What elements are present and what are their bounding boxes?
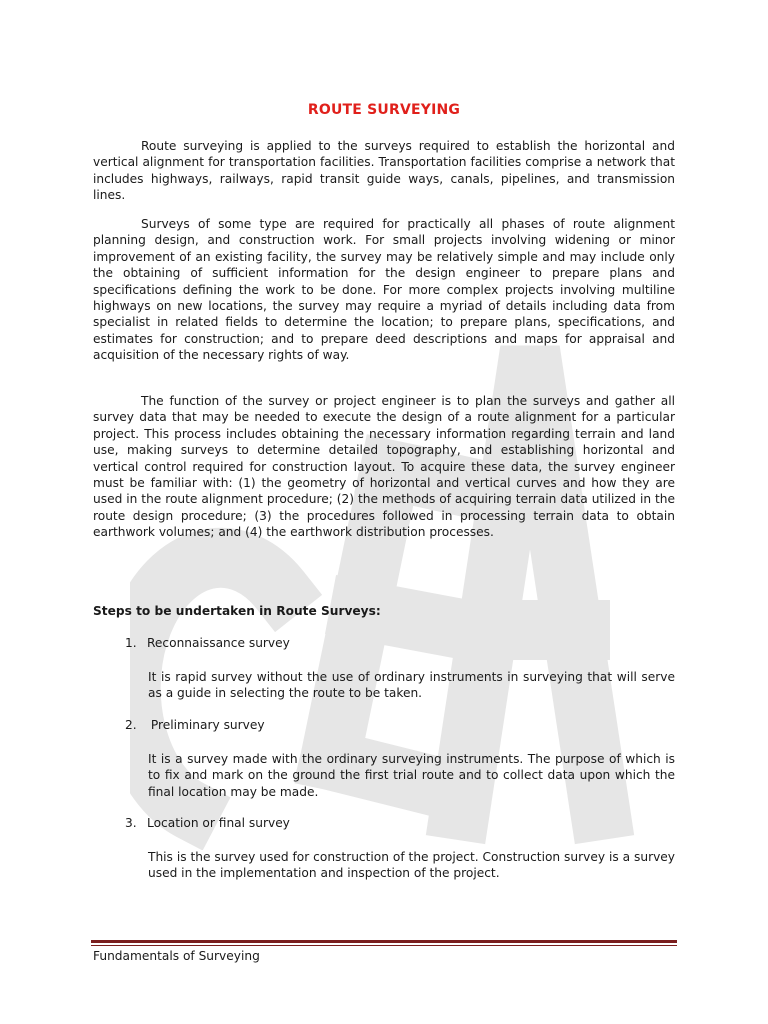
step-item (125, 636, 290, 650)
step-name: Location or final survey (147, 816, 290, 830)
step-number: 3. (125, 816, 137, 830)
step-name: Preliminary survey (147, 718, 265, 732)
footer-rule (91, 940, 677, 943)
step-number: 1. (125, 636, 137, 650)
step-description: It is rapid survey without the use of ordinary instruments in surveying that will serve as a guide in selecting the route to be taken. (148, 670, 675, 701)
function-paragraph: The function of the survey or project engineer is to plan the surveys and gather all survey data that may be needed to execute the design of a route alignment for a particular project. This process includes obtaining the necessary information regarding terrain and land use, making surveys to determine detailed topography, and establishing horizontal and vertical control required for construction layout. To acquire these data, the survey engineer must be familiar with: (1) the geometry of horizontal and vertical curves and how they are used in the route alignment procedure; (2) the methods of acquiring terrain data utilized in the route design procedure; (3) the procedures followed in processing terrain data to obtain earthwork volumes; and (4) the earthwork distribution processes. (93, 394, 675, 540)
steps-heading: Steps to be undertaken in Route Surveys: (93, 604, 381, 618)
step-description: It is a survey made with the ordinary surveying instruments. The purpose of which is to fix and mark on the ground the first trial route and to collect data upon which the final location may be made. (148, 752, 675, 799)
step-description: This is the survey used for construction of the project. Construction survey is a survey used in the implementation and inspection of the project. (148, 850, 675, 881)
surveys-paragraph: Surveys of some type are required for practically all phases of route alignment planning design, and construction work. For small projects involving widening or minor improvement of an existing facility, the survey may be relatively simple and may include only the obtaining of sufficient information for the design engineer to prepare plans and specifications defining the work to be done. For more complex projects involving multiline highways on new locations, the survey may require a myriad of details including data from specialist in related fields to determine the location; to prepare plans, specifications, and estimates for construction; and to prepare deed descriptions and maps for appraisal and acquisition of the necessary rights of way. (93, 217, 675, 363)
intro-paragraph: Route surveying is applied to the surveys required to establish the horizontal and vertical alignment for transportation facilities. Transportation facilities comprise a network that includes highways, railways, rapid transit guide ways, canals, pipelines, and transmission lines. (93, 139, 675, 203)
step-number: 2. (125, 718, 137, 732)
step-item (125, 816, 290, 830)
step-name: Reconnaissance survey (147, 636, 290, 650)
footer-text: Fundamentals of Surveying (93, 949, 260, 963)
footer-rule-thin (91, 945, 677, 946)
step-item (125, 718, 265, 732)
page-title: ROUTE SURVEYING (307, 102, 461, 118)
